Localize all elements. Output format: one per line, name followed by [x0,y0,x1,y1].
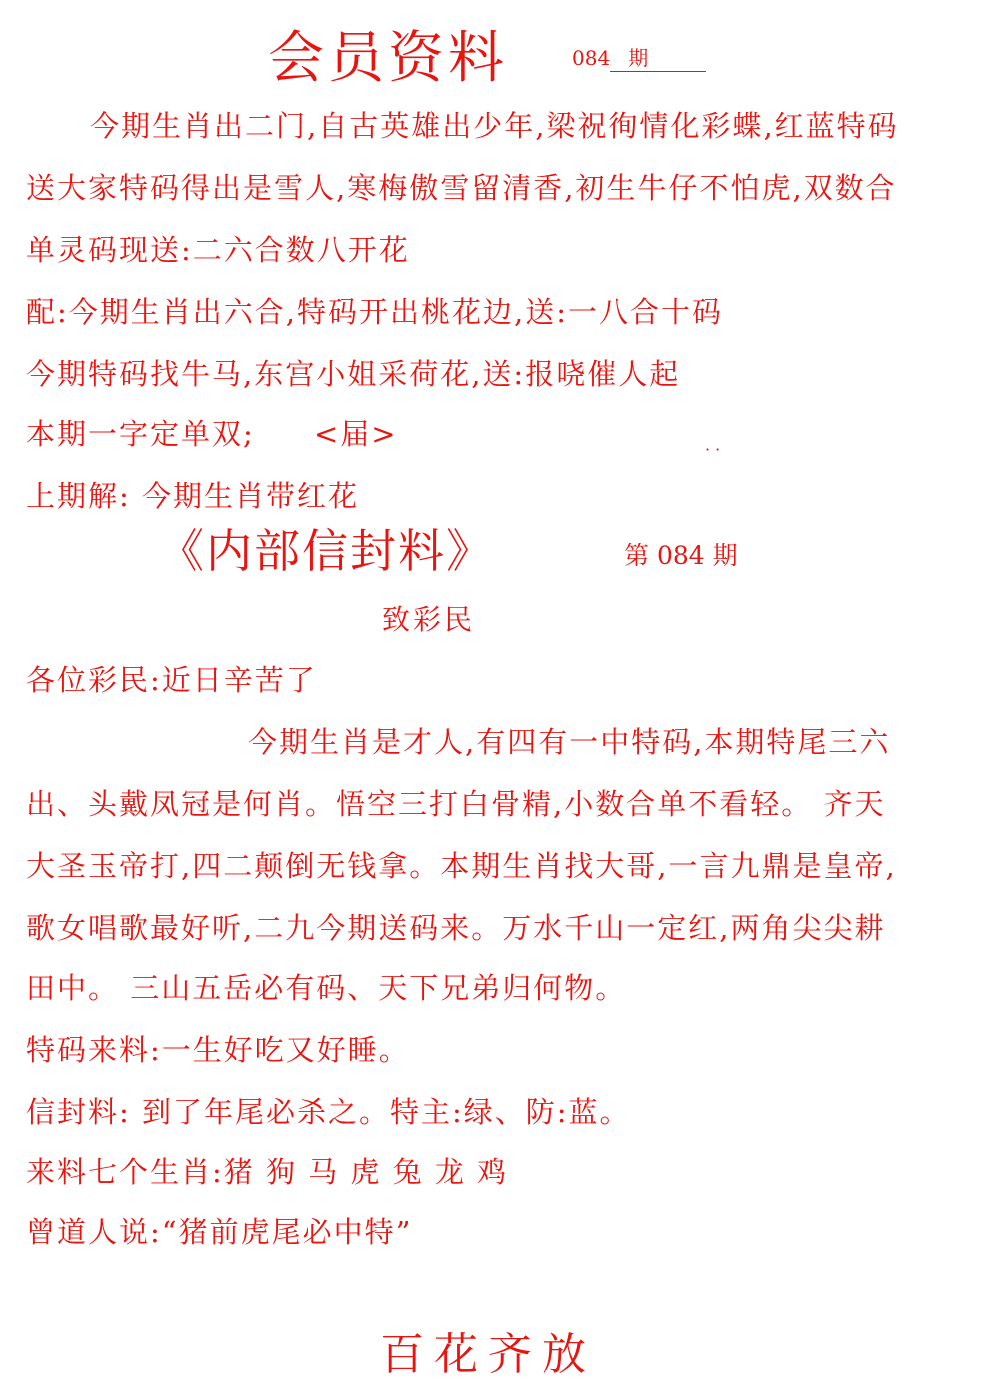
footer-title: 百花齐放 [380,1329,596,1380]
member-line-6: 本期一字定单双; [26,417,255,451]
member-line-4: 配:今期生肖出六合,特码开出桃花边,送:一八合十码 [26,295,723,329]
member-bracket-answer: <届> [314,417,398,451]
letter-salutation: 各位彩民:近日辛苦了 [26,663,317,697]
letter-body-line-1: 今期生肖是才人,有四有一中特码,本期特尾三六 [248,725,891,759]
member-line-1: 今期生肖出二门,自古英雄出少年,梁祝徇情化彩蝶,红蓝特码 [90,109,899,143]
stray-dots: · · [705,440,721,459]
letter-extra-4: 曾道人说:“猪前虎尾必中特” [26,1215,413,1249]
member-issue-number [572,42,706,72]
member-title: 会员资料 [268,26,508,91]
letter-body-line-5: 田中。 三山五岳必有码、天下兄弟归何物。 [26,971,627,1005]
letter-extra-2: 信封料: 到了年尾必杀之。特主:绿、防:蓝。 [26,1095,631,1129]
letter-greeting-title: 致彩民 [382,603,476,636]
letter-body-line-4: 歌女唱歌最好听,二九今期送码来。万水千山一定红,两角尖尖耕 [26,911,886,945]
member-line-3: 单灵码现送:二六合数八开花 [26,233,410,267]
letter-extra-3: 来料七个生肖:猪 狗 马 虎 兔 龙 鸡 [26,1155,509,1189]
letter-title: 《内部信封料》 [158,524,494,578]
member-line-2: 送大家特码得出是雪人,寒梅傲雪留清香,初生牛仔不怕虎,双数合 [26,171,897,205]
issue-number: 084 [572,46,611,70]
member-line-5: 今期特码找牛马,东宫小姐采荷花,送:报哓催人起 [26,357,681,391]
letter-extra-1: 特码来料:一生好吃又好睡。 [26,1033,410,1067]
letter-body-line-3: 大圣玉帝打,四二颠倒无钱拿。本期生肖找大哥,一言九鼎是皇帝, [26,849,897,883]
letter-body-line-2: 出、头戴凤冠是何肖。悟空三打白骨精,小数合单不看轻。 齐天 [26,787,886,821]
letter-issue: 第 084 期 [624,541,738,570]
issue-unit: 期 [610,42,706,72]
member-line-7: 上期解: 今期生肖带红花 [26,479,359,513]
